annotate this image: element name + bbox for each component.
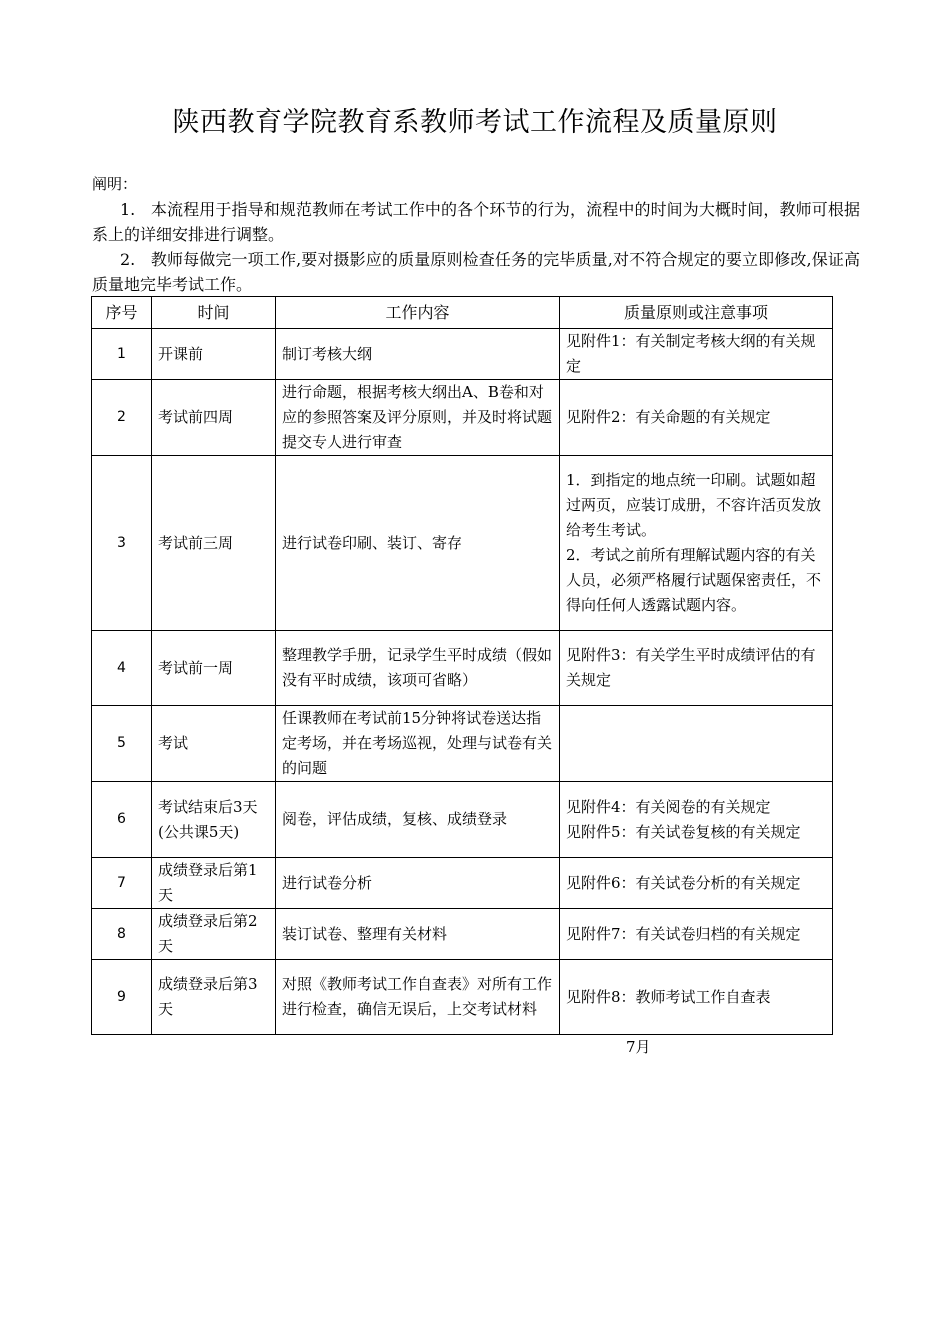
row-time: 成绩登录后第2天 [152, 909, 276, 960]
row-task: 制订考核大纲 [276, 329, 560, 380]
document-title: 陕西教育学院教育系教师考试工作流程及质量原则 [172, 107, 778, 138]
row-time: 考试结束后3天(公共课5天) [152, 782, 276, 858]
footer-date: 7月 [626, 1038, 651, 1056]
row-task: 进行命题，根据考核大纲出A、B卷和对应的参照答案及评分原则，并及时将试题提交专人进行审查 [276, 380, 560, 456]
row-quality [560, 706, 833, 782]
row-task: 装订试卷、整理有关材料 [276, 909, 560, 960]
row-seq: 5 [92, 706, 152, 782]
intro-item-1: 1. 本流程用于指导和规范教师在考试工作中的各个环节的行为，流程中的时间为大概时间，教师可根据系上的详细安排进行调整。 [92, 200, 860, 244]
table-row [92, 329, 833, 380]
table-row [92, 909, 833, 960]
row-seq: 6 [92, 782, 152, 858]
intro-heading: 阐明： [92, 175, 138, 193]
table-row [92, 782, 833, 858]
row-seq: 3 [92, 456, 152, 631]
header-quality: 质量原则或注意事项 [560, 297, 833, 329]
header-time: 时间 [152, 297, 276, 329]
row-seq: 9 [92, 960, 152, 1035]
row-task: 任课教师在考试前15分钟将试卷送达指定考场，并在考场巡视，处理与试卷有关的问题 [276, 706, 560, 782]
row-quality: 见附件1：有关制定考核大纲的有关规定 [560, 329, 833, 380]
table-header-row [92, 297, 833, 329]
row-task: 整理教学手册，记录学生平时成绩（假如没有平时成绩，该项可省略） [276, 631, 560, 706]
row-task: 进行试卷印刷、装订、寄存 [276, 456, 560, 631]
intro-section [92, 172, 860, 297]
row-quality: 1．到指定的地点统一印刷。试题如超过两页，应装订成册，不容许活页发放给考生考试。 2．考试之前所有理解试题内容的有关人员，必须严格履行试题保密责任，不得向任何人透露试题内容。 [560, 456, 833, 631]
row-task: 进行试卷分析 [276, 858, 560, 909]
row-time: 考试前一周 [152, 631, 276, 706]
row-time: 成绩登录后第3天 [152, 960, 276, 1035]
table-row [92, 706, 833, 782]
header-task: 工作内容 [276, 297, 560, 329]
row-quality: 见附件7：有关试卷归档的有关规定 [560, 909, 833, 960]
row-time: 考试前三周 [152, 456, 276, 631]
header-seq: 序号 [92, 297, 152, 329]
row-seq: 8 [92, 909, 152, 960]
workflow-table [91, 296, 833, 1035]
table-row [92, 858, 833, 909]
row-task: 阅卷，评估成绩，复核、成绩登录 [276, 782, 560, 858]
row-quality: 见附件3：有关学生平时成绩评估的有关规定 [560, 631, 833, 706]
row-seq: 7 [92, 858, 152, 909]
intro-item-2: 2. 教师每做完一项工作,要对摄影应的质量原则检查任务的完毕质量,对不符合规定的要立即修改,保证高质量地完毕考试工作。 [92, 250, 860, 294]
row-time: 考试 [152, 706, 276, 782]
row-quality: 见附件2：有关命题的有关规定 [560, 380, 833, 456]
row-time: 开课前 [152, 329, 276, 380]
table-row [92, 960, 833, 1035]
row-time: 成绩登录后第1天 [152, 858, 276, 909]
row-seq: 1 [92, 329, 152, 380]
row-quality: 见附件6：有关试卷分析的有关规定 [560, 858, 833, 909]
row-seq: 4 [92, 631, 152, 706]
table-row [92, 456, 833, 631]
row-seq: 2 [92, 380, 152, 456]
table-row [92, 631, 833, 706]
row-quality: 见附件4：有关阅卷的有关规定 见附件5：有关试卷复核的有关规定 [560, 782, 833, 858]
row-task: 对照《教师考试工作自查表》对所有工作进行检查，确信无误后，上交考试材料 [276, 960, 560, 1035]
row-time: 考试前四周 [152, 380, 276, 456]
row-quality: 见附件8：教师考试工作自查表 [560, 960, 833, 1035]
table-row [92, 380, 833, 456]
